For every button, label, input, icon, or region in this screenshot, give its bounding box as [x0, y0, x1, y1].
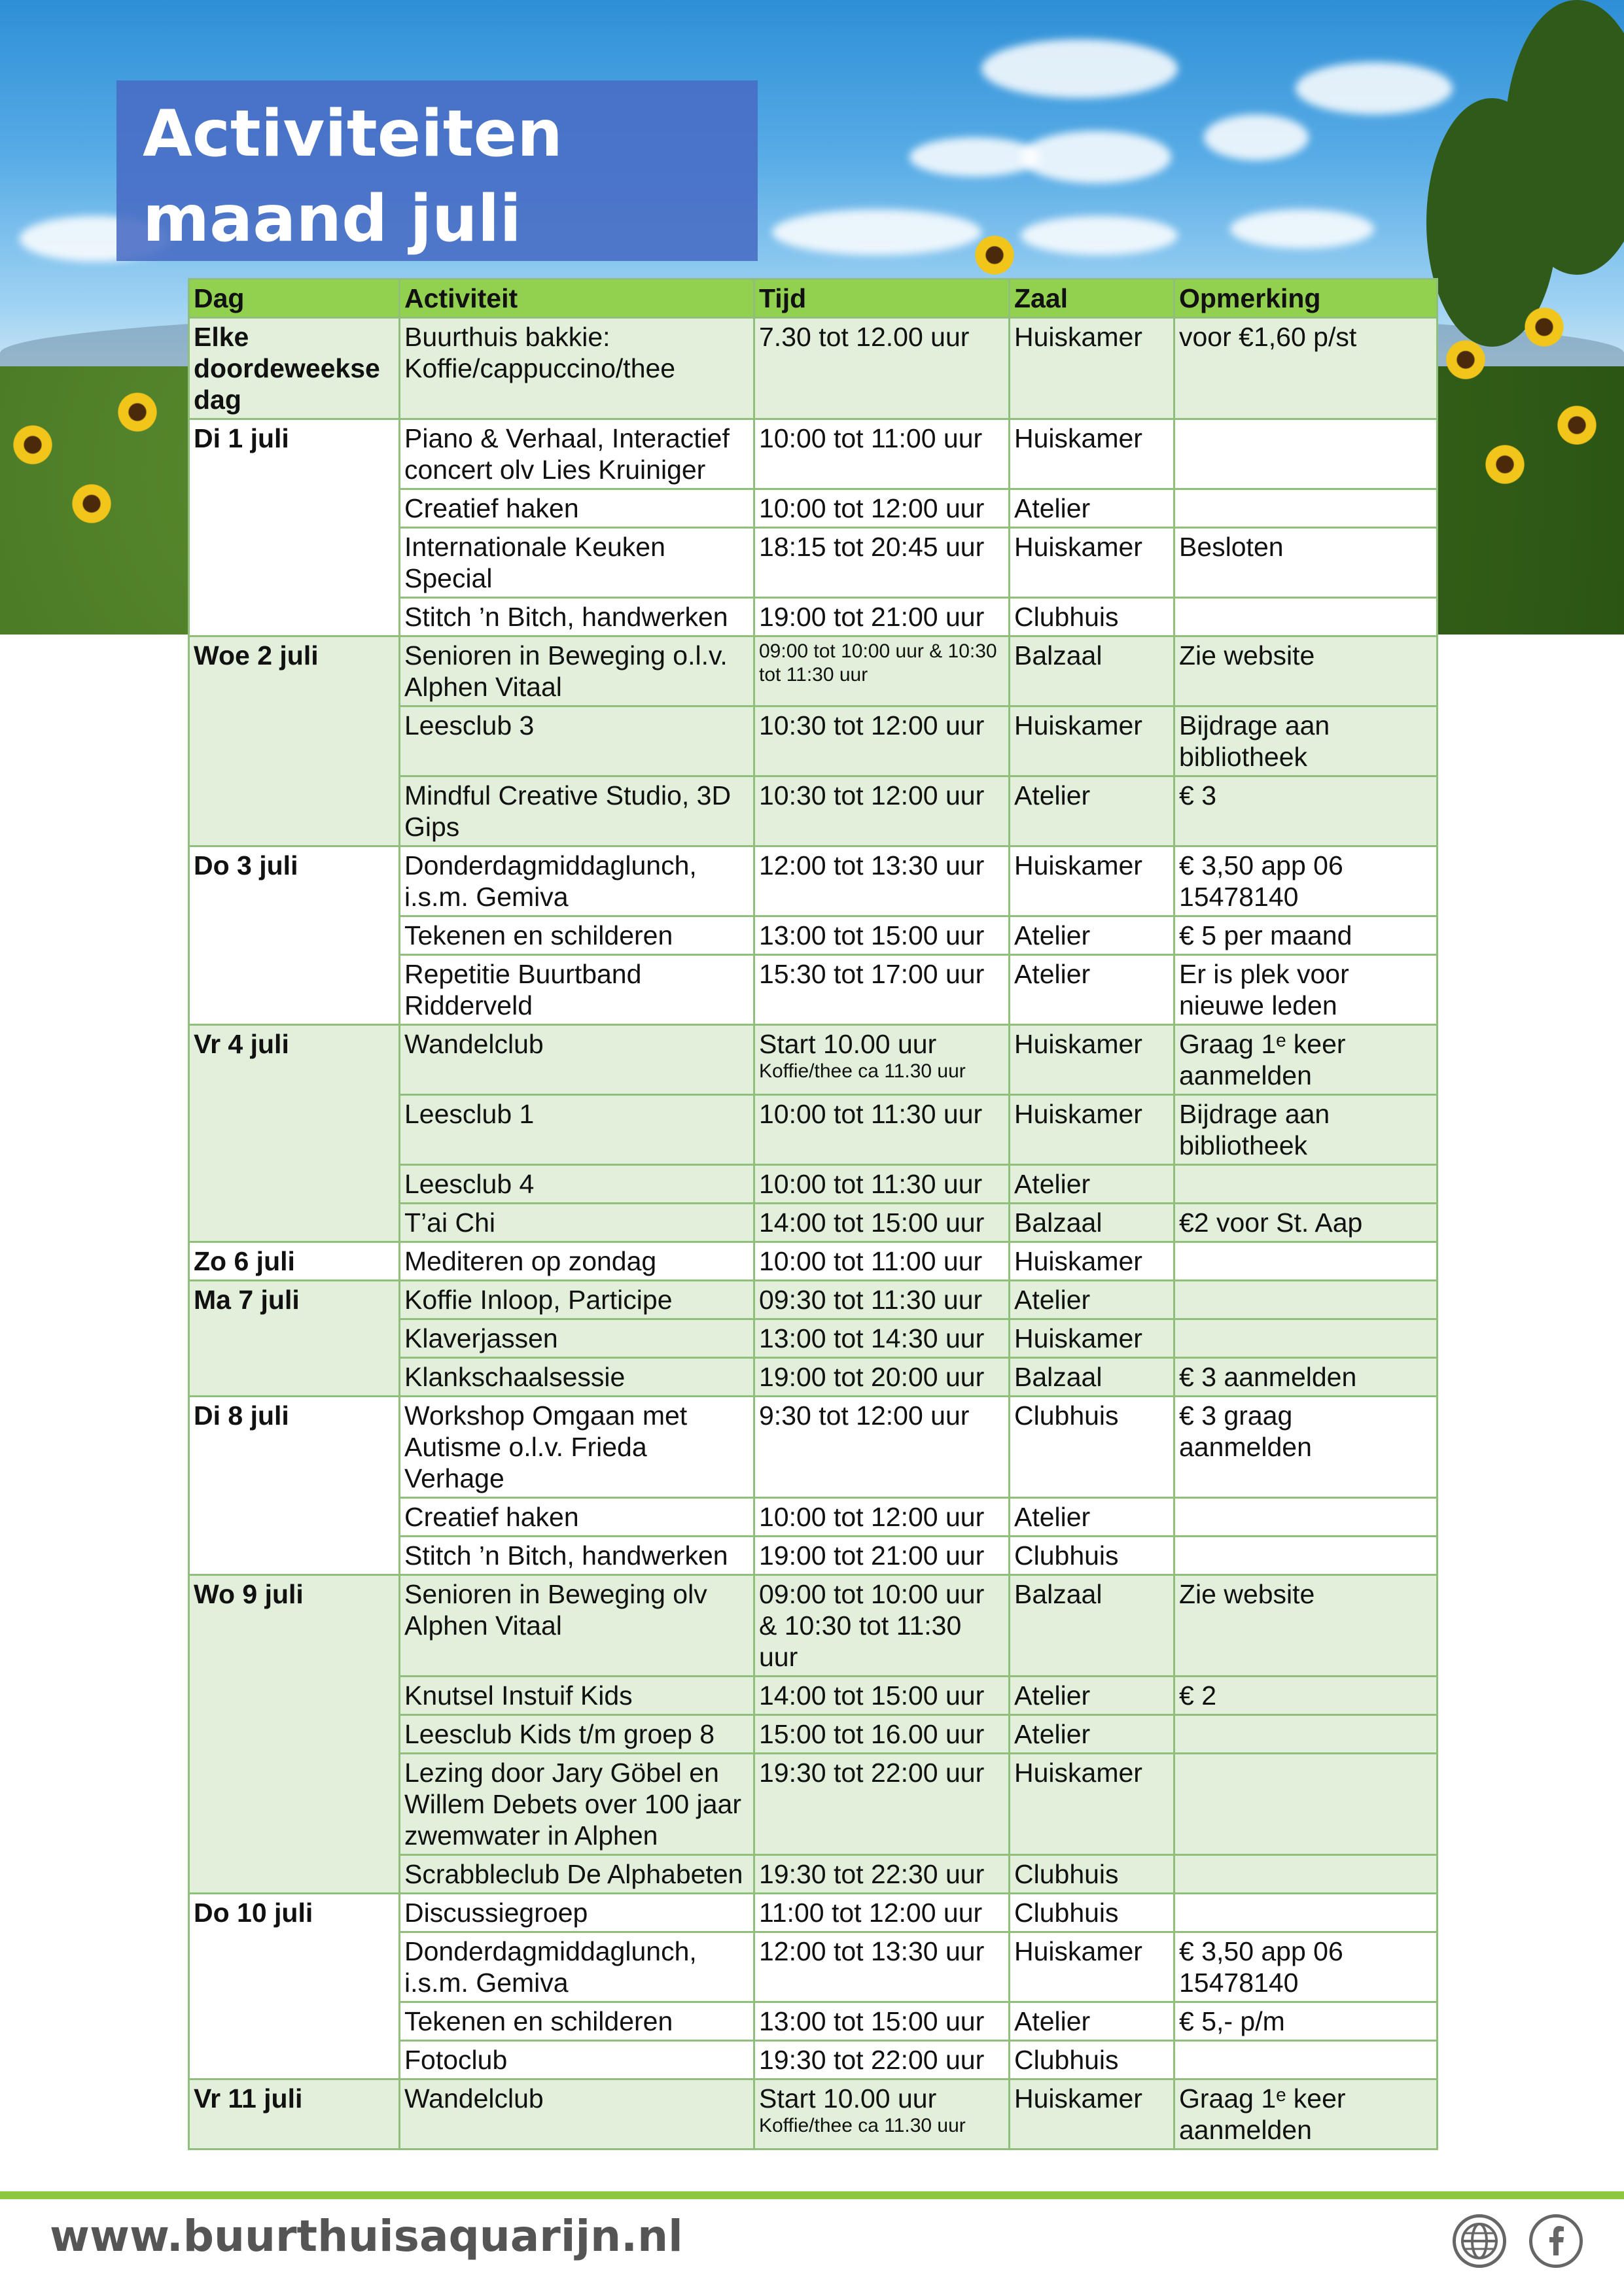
time-text: 19:00 tot 21:00 uur	[759, 602, 985, 632]
note-cell	[1174, 1894, 1438, 1932]
note-cell	[1174, 1165, 1438, 1204]
activity-cell: Koffie Inloop, Participe	[400, 1281, 754, 1319]
activity-cell: Mindful Creative Studio, 3D Gips	[400, 776, 754, 846]
activity-cell: Creatief haken	[400, 1498, 754, 1537]
sunflower	[1485, 445, 1525, 484]
time-text: 11:00 tot 12:00 uur	[759, 1898, 983, 1928]
time-text: Start 10.00 uur	[759, 1029, 937, 1059]
day-cell: Woe 2 juli	[189, 636, 400, 846]
time-cell	[754, 955, 1010, 1025]
sunflower	[72, 484, 111, 523]
time-subtext: Koffie/thee ca 11.30 uur	[759, 1060, 966, 1082]
time-cell	[754, 916, 1010, 955]
sunflower	[13, 425, 52, 464]
activity-cell: Lezing door Jary Göbel en Willem Debets over 100 jaar zwemwater in Alphen	[400, 1754, 754, 1855]
room-cell: Atelier	[1010, 489, 1174, 528]
time-text: 14:00 tot 15:00 uur	[759, 1680, 985, 1711]
room-cell: Clubhuis	[1010, 2041, 1174, 2079]
note-cell	[1174, 1855, 1438, 1894]
activity-cell: Stitch ’n Bitch, handwerken	[400, 598, 754, 636]
note-cell: Graag 1ᵉ keer aanmelden	[1174, 2079, 1438, 2149]
room-cell: Huiskamer	[1010, 1932, 1174, 2002]
room-cell: Huiskamer	[1010, 528, 1174, 598]
schedule-table	[188, 278, 1438, 2150]
schedule-table-wrap	[188, 278, 1436, 2150]
room-cell: Clubhuis	[1010, 598, 1174, 636]
note-cell: voor €1,60 p/st	[1174, 318, 1438, 419]
time-cell	[754, 1677, 1010, 1715]
day-cell: Vr 4 juli	[189, 1025, 400, 1242]
note-cell	[1174, 1537, 1438, 1575]
time-cell	[754, 1397, 1010, 1498]
schedule-body	[189, 318, 1438, 2149]
time-text: 13:00 tot 14:30 uur	[759, 1323, 985, 1353]
room-cell: Huiskamer	[1010, 1095, 1174, 1165]
note-cell	[1174, 598, 1438, 636]
cloud	[1230, 209, 1374, 249]
activity-cell: Knutsel Instuif Kids	[400, 1677, 754, 1715]
time-text: 09:00 tot 10:00 uur & 10:30 tot 11:30 uur	[759, 1579, 985, 1672]
note-cell: Besloten	[1174, 528, 1438, 598]
activity-cell: Fotoclub	[400, 2041, 754, 2079]
facebook-icon[interactable]	[1529, 2214, 1583, 2268]
activity-cell: Senioren in Beweging o.l.v. Alphen Vitaal	[400, 636, 754, 706]
activity-cell: Internationale Keuken Special	[400, 528, 754, 598]
activity-cell: Mediteren op zondag	[400, 1242, 754, 1281]
table-row	[189, 1575, 1438, 1677]
note-cell: € 3,50 app 06 15478140	[1174, 846, 1438, 916]
note-cell	[1174, 419, 1438, 489]
time-cell	[754, 1025, 1010, 1095]
activity-cell: T’ai Chi	[400, 1204, 754, 1242]
note-cell: Bijdrage aan bibliotheek	[1174, 706, 1438, 776]
activity-cell: Discussiegroep	[400, 1894, 754, 1932]
activity-cell: Klankschaalsessie	[400, 1358, 754, 1397]
activity-cell: Stitch ’n Bitch, handwerken	[400, 1537, 754, 1575]
header-day: Dag	[189, 279, 400, 318]
table-row	[189, 1025, 1438, 1095]
page-title	[143, 92, 745, 262]
time-cell	[754, 528, 1010, 598]
time-text: 10:00 tot 12:00 uur	[759, 493, 985, 523]
time-cell	[754, 1281, 1010, 1319]
room-cell: Clubhuis	[1010, 1537, 1174, 1575]
note-cell: Zie website	[1174, 636, 1438, 706]
note-cell: € 3	[1174, 776, 1438, 846]
time-subtext: Koffie/thee ca 11.30 uur	[759, 2115, 966, 2136]
day-cell: Zo 6 juli	[189, 1242, 400, 1281]
sunflower	[975, 235, 1014, 275]
table-row	[189, 636, 1438, 706]
time-text: 9:30 tot 12:00 uur	[759, 1400, 970, 1431]
activity-cell: Repetitie Buurtband Ridderveld	[400, 955, 754, 1025]
time-cell	[754, 776, 1010, 846]
note-cell	[1174, 1281, 1438, 1319]
time-text: 19:30 tot 22:00 uur	[759, 2045, 985, 2075]
day-cell: Elke doordeweekse dag	[189, 318, 400, 419]
room-cell: Balzaal	[1010, 1204, 1174, 1242]
room-cell: Atelier	[1010, 2002, 1174, 2041]
time-text: 10:00 tot 12:00 uur	[759, 1502, 985, 1532]
room-cell: Balzaal	[1010, 1575, 1174, 1677]
note-cell: Bijdrage aan bibliotheek	[1174, 1095, 1438, 1165]
table-row	[189, 846, 1438, 916]
room-cell: Clubhuis	[1010, 1855, 1174, 1894]
day-cell: Di 1 juli	[189, 419, 400, 636]
cloud	[1021, 131, 1171, 183]
table-row	[189, 1397, 1438, 1498]
activity-cell: Leesclub 3	[400, 706, 754, 776]
room-cell: Clubhuis	[1010, 1397, 1174, 1498]
cloud	[772, 209, 981, 255]
day-cell: Di 8 juli	[189, 1397, 400, 1575]
room-cell: Huiskamer	[1010, 846, 1174, 916]
activity-cell: Creatief haken	[400, 489, 754, 528]
time-cell	[754, 1498, 1010, 1537]
time-text: 19:00 tot 21:00 uur	[759, 1540, 985, 1571]
time-text: 19:30 tot 22:30 uur	[759, 1859, 985, 1889]
header-row	[189, 279, 1438, 318]
cloud	[1204, 114, 1309, 160]
activity-cell: Leesclub Kids t/m groep 8	[400, 1715, 754, 1754]
day-cell: Vr 11 juli	[189, 2079, 400, 2149]
time-text: 13:00 tot 15:00 uur	[759, 920, 985, 950]
activity-cell: Tekenen en schilderen	[400, 916, 754, 955]
time-cell	[754, 2002, 1010, 2041]
time-cell	[754, 1855, 1010, 1894]
room-cell: Atelier	[1010, 1281, 1174, 1319]
room-cell: Atelier	[1010, 1677, 1174, 1715]
time-text: 10:00 tot 11:30 uur	[759, 1099, 983, 1129]
time-cell	[754, 489, 1010, 528]
room-cell: Atelier	[1010, 955, 1174, 1025]
room-cell: Huiskamer	[1010, 419, 1174, 489]
time-cell	[754, 1537, 1010, 1575]
note-cell	[1174, 489, 1438, 528]
note-cell: Zie website	[1174, 1575, 1438, 1677]
table-row	[189, 1242, 1438, 1281]
room-cell: Balzaal	[1010, 636, 1174, 706]
header-time: Tijd	[754, 279, 1010, 318]
room-cell: Huiskamer	[1010, 318, 1174, 419]
note-cell: € 2	[1174, 1677, 1438, 1715]
sunflower	[1557, 406, 1597, 445]
title-line-1: Activiteiten	[143, 97, 563, 171]
time-cell	[754, 419, 1010, 489]
note-cell: €2 voor St. Aap	[1174, 1204, 1438, 1242]
time-cell	[754, 1165, 1010, 1204]
header-room: Zaal	[1010, 279, 1174, 318]
note-cell: € 5 per maand	[1174, 916, 1438, 955]
time-cell	[754, 1242, 1010, 1281]
header-activity: Activiteit	[400, 279, 754, 318]
activity-cell: Senioren in Beweging olv Alphen Vitaal	[400, 1575, 754, 1677]
room-cell: Atelier	[1010, 1165, 1174, 1204]
time-cell	[754, 1715, 1010, 1754]
table-row	[189, 318, 1438, 419]
time-text: 15:30 tot 17:00 uur	[759, 959, 985, 989]
activity-cell: Workshop Omgaan met Autisme o.l.v. Frieda Verhage	[400, 1397, 754, 1498]
note-cell: € 3 graag aanmelden	[1174, 1397, 1438, 1498]
footer-divider	[0, 2191, 1624, 2199]
room-cell: Huiskamer	[1010, 706, 1174, 776]
time-text: 19:30 tot 22:00 uur	[759, 1758, 985, 1788]
activity-cell: Leesclub 4	[400, 1165, 754, 1204]
time-text: 10:30 tot 12:00 uur	[759, 780, 985, 810]
table-row	[189, 1281, 1438, 1319]
table-row	[189, 2079, 1438, 2149]
room-cell: Balzaal	[1010, 1358, 1174, 1397]
room-cell: Huiskamer	[1010, 1319, 1174, 1358]
time-text: 7.30 tot 12.00 uur	[759, 322, 970, 352]
time-cell	[754, 1319, 1010, 1358]
time-cell	[754, 318, 1010, 419]
activity-cell: Wandelclub	[400, 1025, 754, 1095]
room-cell: Huiskamer	[1010, 2079, 1174, 2149]
time-cell	[754, 636, 1010, 706]
title-line-2: maand juli	[143, 182, 521, 256]
day-cell: Do 3 juli	[189, 846, 400, 1025]
room-cell: Huiskamer	[1010, 1754, 1174, 1855]
note-cell: € 5,- p/m	[1174, 2002, 1438, 2041]
time-cell	[754, 1204, 1010, 1242]
time-text: 10:00 tot 11:30 uur	[759, 1169, 983, 1199]
time-cell	[754, 598, 1010, 636]
time-text: 10:00 tot 11:00 uur	[759, 423, 983, 453]
globe-icon[interactable]	[1453, 2214, 1506, 2268]
time-text: 12:00 tot 13:30 uur	[759, 1936, 985, 1966]
note-cell	[1174, 1715, 1438, 1754]
room-cell: Clubhuis	[1010, 1894, 1174, 1932]
room-cell: Huiskamer	[1010, 1025, 1174, 1095]
note-cell: Er is plek voor nieuwe leden	[1174, 955, 1438, 1025]
room-cell: Huiskamer	[1010, 1242, 1174, 1281]
note-cell	[1174, 1242, 1438, 1281]
note-cell	[1174, 1498, 1438, 1537]
sunflower	[1525, 307, 1564, 347]
time-text: 15:00 tot 16.00 uur	[759, 1719, 985, 1749]
cloud	[1021, 216, 1178, 255]
day-cell: Ma 7 juli	[189, 1281, 400, 1397]
time-cell	[754, 1932, 1010, 2002]
time-cell	[754, 1894, 1010, 1932]
sunflower	[118, 392, 157, 432]
time-cell	[754, 2079, 1010, 2149]
activity-cell: Donderdagmiddaglunch, i.s.m. Gemiva	[400, 1932, 754, 2002]
room-cell: Atelier	[1010, 1715, 1174, 1754]
note-cell: Graag 1ᵉ keer aanmelden	[1174, 1025, 1438, 1095]
day-cell: Wo 9 juli	[189, 1575, 400, 1894]
time-text: 09:00 tot 10:00 uur & 10:30 tot 11:30 uur	[759, 640, 997, 686]
cloud	[981, 39, 1178, 98]
activity-cell: Piano & Verhaal, Interactief concert olv Lies Kruiniger	[400, 419, 754, 489]
note-cell	[1174, 2041, 1438, 2079]
time-text: 18:15 tot 20:45 uur	[759, 532, 985, 562]
note-cell	[1174, 1319, 1438, 1358]
time-cell	[754, 1754, 1010, 1855]
room-cell: Atelier	[1010, 916, 1174, 955]
time-text: 13:00 tot 15:00 uur	[759, 2006, 985, 2036]
activity-cell: Tekenen en schilderen	[400, 2002, 754, 2041]
time-cell	[754, 1095, 1010, 1165]
activity-cell: Leesclub 1	[400, 1095, 754, 1165]
sunflower	[1446, 340, 1485, 379]
time-cell	[754, 2041, 1010, 2079]
activity-cell: Donderdagmiddaglunch, i.s.m. Gemiva	[400, 846, 754, 916]
note-cell: € 3,50 app 06 15478140	[1174, 1932, 1438, 2002]
table-row	[189, 419, 1438, 489]
room-cell: Atelier	[1010, 1498, 1174, 1537]
time-text: 14:00 tot 15:00 uur	[759, 1208, 985, 1238]
cloud	[1296, 62, 1453, 114]
header-note: Opmerking	[1174, 279, 1438, 318]
activity-cell: Buurthuis bakkie: Koffie/cappuccino/thee	[400, 318, 754, 419]
time-cell	[754, 1575, 1010, 1677]
time-cell	[754, 846, 1010, 916]
note-cell: € 3 aanmelden	[1174, 1358, 1438, 1397]
activity-cell: Wandelclub	[400, 2079, 754, 2149]
time-text: 12:00 tot 13:30 uur	[759, 850, 985, 880]
time-cell	[754, 706, 1010, 776]
activity-cell: Klaverjassen	[400, 1319, 754, 1358]
room-cell: Atelier	[1010, 776, 1174, 846]
time-text: 10:00 tot 11:00 uur	[759, 1246, 983, 1276]
time-cell	[754, 1358, 1010, 1397]
time-text: Start 10.00 uur	[759, 2083, 937, 2113]
time-text: 10:30 tot 12:00 uur	[759, 710, 985, 740]
day-cell: Do 10 juli	[189, 1894, 400, 2079]
website-url[interactable]: www.buurthuisaquarijn.nl	[50, 2211, 683, 2261]
activity-cell: Scrabbleclub De Alphabeten	[400, 1855, 754, 1894]
table-row	[189, 1894, 1438, 1932]
time-text: 09:30 tot 11:30 uur	[759, 1285, 983, 1315]
time-text: 19:00 tot 20:00 uur	[759, 1362, 985, 1392]
note-cell	[1174, 1754, 1438, 1855]
